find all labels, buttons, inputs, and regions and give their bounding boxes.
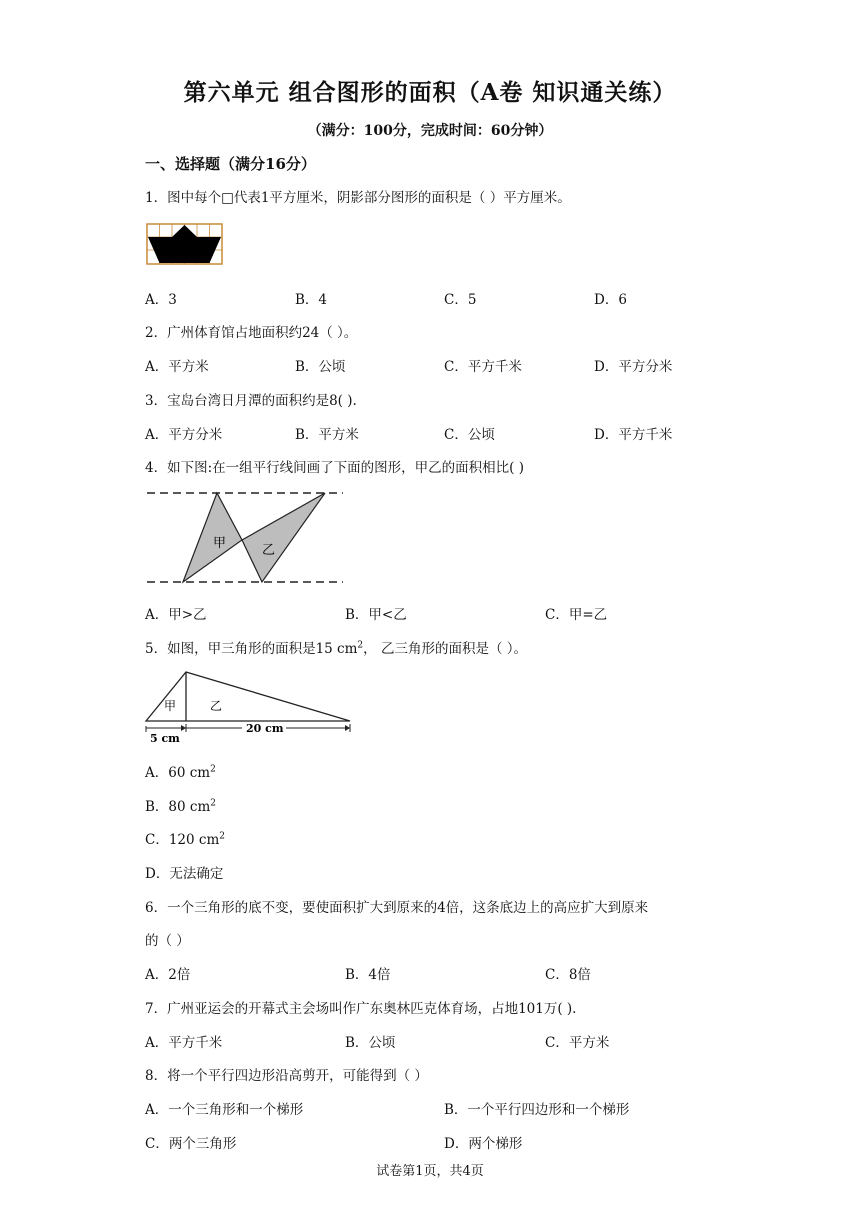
question-5-triangle-figure bbox=[142, 668, 354, 746]
question-8-option-b: B．一个平行四边形和一个梯形 bbox=[444, 1102, 630, 1118]
page-subtitle: （满分：100分，完成时间：60分钟） bbox=[307, 123, 553, 139]
question-4-option-b: B．甲<乙 bbox=[345, 607, 407, 623]
question-5-dim-left: 5 cm bbox=[150, 732, 180, 745]
question-2-option-a: A．平方米 bbox=[145, 359, 209, 375]
question-4-text: 4．如下图:在一组平行线间画了下面的图形，甲乙的面积相比( ) bbox=[145, 460, 524, 476]
question-1-text: 1．图中每个□代表1平方厘米，阴影部分图形的面积是（ ）平方厘米。 bbox=[145, 190, 571, 206]
question-5-dim-right: 20 cm bbox=[246, 722, 284, 735]
section-title: 一、选择题（满分16分） bbox=[145, 155, 316, 173]
question-5-option-b: B．80 $cm^2$ bbox=[145, 798, 216, 815]
question-2-option-d: D．平方分米 bbox=[594, 359, 673, 375]
question-4-parallel-figure bbox=[145, 487, 345, 587]
question-5-option-d: D．无法确定 bbox=[145, 866, 224, 882]
question-5-label-jia: 甲 bbox=[164, 699, 177, 713]
question-2-option-b: B．公顷 bbox=[295, 359, 346, 375]
question-3-option-b: B．平方米 bbox=[295, 427, 359, 443]
question-8-text: 8．将一个平行四边形沿高剪开，可能得到（ ） bbox=[145, 1068, 428, 1084]
question-5-label-yi: 乙 bbox=[210, 699, 223, 713]
page-title: 第六单元 组合图形的面积（A卷 知识通关练） bbox=[183, 79, 677, 106]
question-4-label-yi: 乙 bbox=[262, 543, 276, 558]
question-5-option-a: A．60 $cm^2$ bbox=[145, 764, 216, 781]
question-1-option-b: B．4 bbox=[295, 292, 328, 308]
question-8-option-d: D．两个梯形 bbox=[444, 1136, 523, 1152]
question-6-option-b: B．4倍 bbox=[345, 967, 391, 983]
question-6-text-line1: 6．一个三角形的底不变，要使面积扩大到原来的4倍，这条底边上的高应扩大到原来 bbox=[145, 900, 649, 916]
question-3-text: 3．宝岛台湾日月潭的面积约是8( ). bbox=[145, 393, 357, 409]
question-4-option-a: A．甲>乙 bbox=[145, 607, 207, 623]
question-2-text: 2．广州体育馆占地面积约24（ ）。 bbox=[145, 325, 358, 341]
question-6-option-a: A．2倍 bbox=[145, 967, 191, 983]
question-6-text-line2: 的（ ） bbox=[145, 933, 190, 949]
question-7-option-a: A．平方千米 bbox=[145, 1035, 223, 1051]
page-footer: 试卷第1页，共4页 bbox=[376, 1164, 484, 1179]
question-1-grid-figure bbox=[146, 223, 224, 266]
question-2-option-c: C．平方千米 bbox=[444, 359, 522, 375]
question-5-option-c: C．120 $cm^2$ bbox=[145, 831, 225, 848]
question-5-text: 5．如图，甲三角形的面积是15 $cm^2$， 乙三角形的面积是（ ）。 bbox=[145, 640, 527, 657]
question-4-option-c: C．甲=乙 bbox=[545, 607, 608, 623]
question-8-option-a: A．一个三角形和一个梯形 bbox=[145, 1102, 304, 1118]
question-3-option-c: C．公顷 bbox=[444, 427, 495, 443]
question-1-option-d: D．6 bbox=[594, 292, 627, 308]
question-3-option-d: D．平方千米 bbox=[594, 427, 673, 443]
question-3-option-a: A．平方分米 bbox=[145, 427, 223, 443]
question-1-option-a: A．3 bbox=[145, 292, 177, 308]
question-7-text: 7．广州亚运会的开幕式主会场叫作广东奥林匹克体育场，占地101万( ). bbox=[145, 1001, 577, 1017]
question-7-option-c: C．平方米 bbox=[545, 1035, 610, 1051]
question-8-option-c: C．两个三角形 bbox=[145, 1136, 237, 1152]
question-1-option-c: C．5 bbox=[444, 292, 477, 308]
question-6-option-c: C．8倍 bbox=[545, 967, 591, 983]
question-7-option-b: B．公顷 bbox=[345, 1035, 396, 1051]
question-4-label-jia: 甲 bbox=[213, 536, 227, 551]
